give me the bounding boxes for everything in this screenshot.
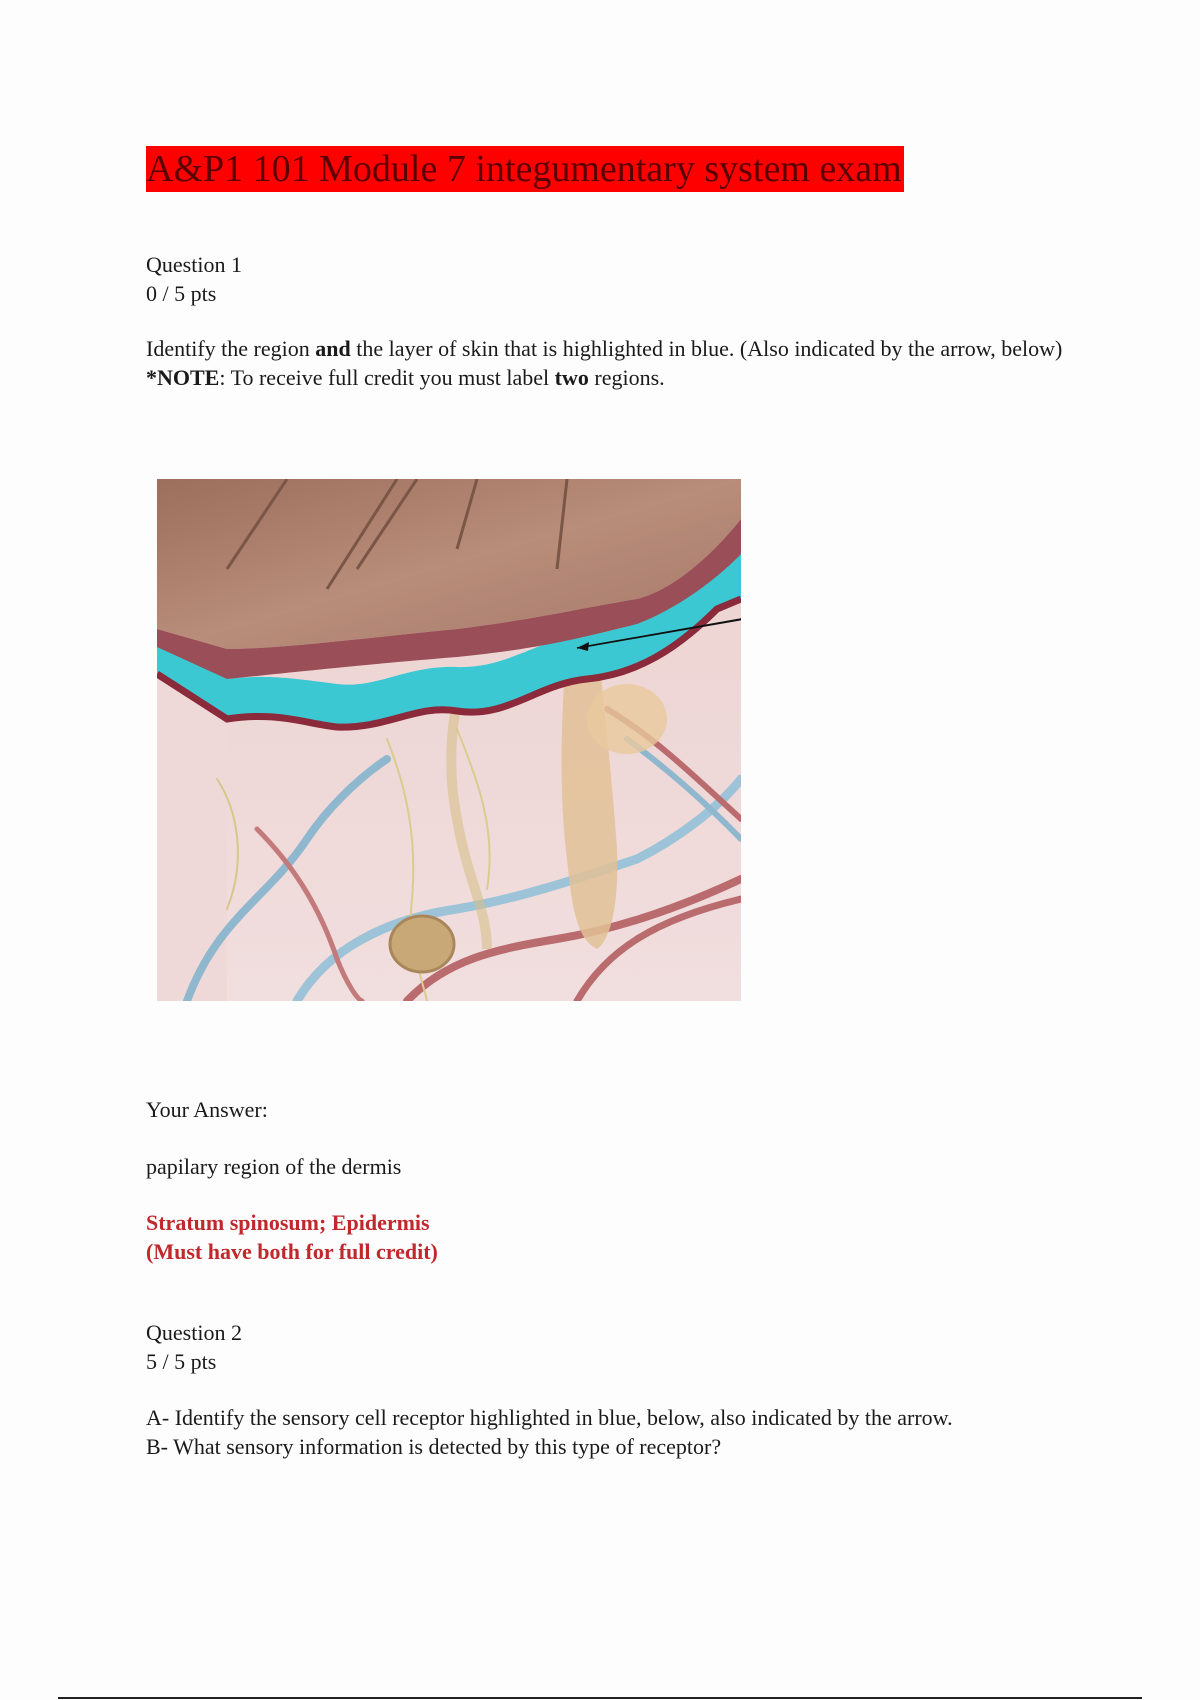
page-bottom-rule: [58, 1697, 1142, 1699]
question-1-prompt: [146, 334, 1106, 392]
prompt-bold-and: and: [315, 336, 351, 361]
prompt-text: regions.: [588, 365, 665, 390]
question-1-header: [146, 250, 242, 308]
question-2-part-b: B- What sensory information is detected by this type of receptor?: [146, 1434, 722, 1459]
prompt-bold-note: *NOTE: [146, 365, 220, 390]
prompt-bold-two: two: [554, 365, 589, 390]
question-1-score: 0 / 5 pts: [146, 281, 217, 306]
correct-answer-text: Stratum spinosum; Epidermis: [146, 1210, 430, 1235]
correct-answer: [146, 1208, 438, 1266]
your-answer-text: papilary region of the dermis: [146, 1154, 402, 1179]
correct-answer-note: (Must have both for full credit): [146, 1239, 438, 1264]
sweat-gland: [390, 916, 454, 972]
prompt-text: the layer of skin that is highlighted in blue. (Also indicated by the arrow, below): [350, 336, 1063, 361]
question-2-score: 5 / 5 pts: [146, 1349, 217, 1374]
sebaceous-gland: [587, 684, 667, 754]
prompt-text: Identify the region: [146, 336, 316, 361]
question-2-label: Question 2: [146, 1320, 242, 1345]
your-answer-label: Your Answer:: [146, 1097, 268, 1122]
prompt-text: : To receive full credit you must label: [219, 365, 555, 390]
skin-cross-section-figure: [157, 479, 741, 1001]
question-2-prompt: [146, 1403, 1106, 1461]
question-1-label: Question 1: [146, 252, 242, 277]
exam-title: A&P1 101 Module 7 integumentary system exam: [146, 148, 902, 190]
question-2-part-a: A- Identify the sensory cell receptor highlighted in blue, below, also indicated by the arrow.: [146, 1405, 953, 1430]
question-2-header: [146, 1318, 242, 1376]
